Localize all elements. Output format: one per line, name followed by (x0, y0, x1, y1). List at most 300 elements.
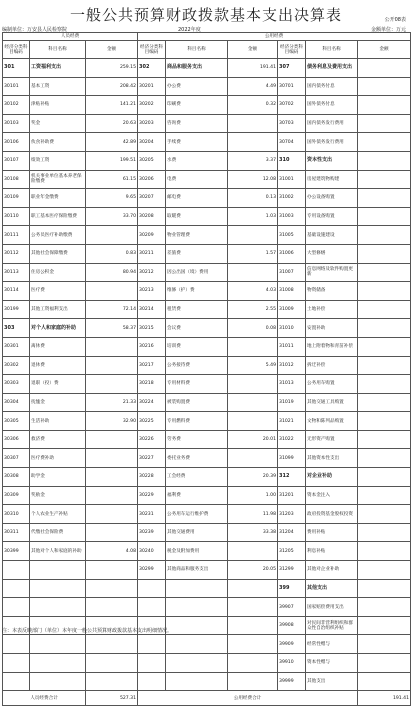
cell-amount (358, 542, 411, 561)
cell-amount (86, 282, 138, 301)
cell-name: 资本性支出 (306, 151, 358, 170)
cell-code: 30305 (3, 412, 30, 431)
cell-amount (86, 672, 138, 691)
cell-name: 工资福利支出 (30, 59, 86, 78)
form-code: 公开08表 (384, 17, 406, 23)
cell-amount (86, 635, 138, 654)
cell-amount: 4.03 (228, 282, 278, 301)
cell-name (30, 598, 86, 617)
cell-code: 31011 (278, 337, 306, 356)
cell-amount (358, 561, 411, 580)
cell-name: 电费 (166, 170, 228, 189)
cell-amount (228, 412, 278, 431)
cell-name (166, 654, 228, 673)
cell-code (138, 672, 166, 691)
cell-amount (358, 151, 411, 170)
cell-amount: 32.90 (86, 412, 138, 431)
cell-name: 退职（役）费 (30, 375, 86, 394)
cell-name (30, 635, 86, 654)
cell-code: 30231 (138, 505, 166, 524)
cell-amount (358, 59, 411, 78)
cell-code: 31002 (278, 189, 306, 208)
column-header-row (3, 41, 411, 59)
cell-name: 培训费 (166, 337, 228, 356)
cell-name: 劳务费 (166, 430, 228, 449)
cell-name: 公务用车运行维护费 (166, 505, 228, 524)
cell-code: 39908 (278, 616, 306, 635)
table-row (3, 430, 411, 449)
cell-code: 30203 (138, 114, 166, 133)
cell-code (138, 579, 166, 598)
cell-name: 机关事业单位基本养老保险缴费 (30, 170, 86, 189)
cell-code: 31019 (278, 393, 306, 412)
cell-amount (228, 542, 278, 561)
cell-name (30, 654, 86, 673)
cell-name: 公务员医疗补助缴费 (30, 226, 86, 245)
cell-code (138, 654, 166, 673)
table-row (3, 393, 411, 412)
cell-name: 其他对企业补助 (306, 561, 358, 580)
cell-name: 公务用车购置 (306, 375, 358, 394)
cell-name: 差旅费 (166, 244, 228, 263)
cell-amount (358, 300, 411, 319)
cell-code: 30399 (3, 542, 30, 561)
cell-name: 基础设施建设 (306, 226, 358, 245)
cell-name: 被装购置费 (166, 393, 228, 412)
cell-name (30, 561, 86, 580)
cell-code: 30215 (138, 319, 166, 338)
cell-amount: 1.57 (228, 244, 278, 263)
cell-code: 30113 (3, 263, 30, 282)
cell-amount: 11.98 (228, 505, 278, 524)
cell-amount: 58.37 (86, 319, 138, 338)
cell-code: 30301 (3, 337, 30, 356)
col-name: 科目名称 (30, 41, 86, 59)
public-total-value: 191.41 (358, 691, 411, 706)
cell-amount (358, 598, 411, 617)
cell-name: 对个人和家庭的补助 (30, 319, 86, 338)
cell-name: 拆迁补偿 (306, 356, 358, 375)
cell-name: 其他资本性支出 (306, 449, 358, 468)
cell-code (3, 654, 30, 673)
table-row (3, 96, 411, 115)
cell-code: 307 (278, 59, 306, 78)
cell-amount: 208.42 (86, 77, 138, 96)
cell-amount (86, 375, 138, 394)
cell-name: 救济费 (30, 430, 86, 449)
cell-code: 30302 (3, 356, 30, 375)
table-row (3, 672, 411, 691)
cell-code: 31008 (278, 282, 306, 301)
table-row (3, 337, 411, 356)
cell-name: 无形资产购置 (306, 430, 358, 449)
cell-name: 水费 (166, 151, 228, 170)
cell-name: 其他交通费用 (166, 523, 228, 542)
cell-amount (86, 561, 138, 580)
cell-code: 30106 (3, 133, 30, 152)
cell-name: 职工基本医疗保险缴费 (30, 207, 86, 226)
money-unit: 金额单位：万元 (370, 27, 406, 33)
cell-name: 专用燃料费 (166, 412, 228, 431)
cell-code: 30311 (3, 523, 30, 542)
cell-code: 30704 (278, 133, 306, 152)
table-row (3, 244, 411, 263)
col-code: 经济分类科目编码 (278, 41, 306, 59)
cell-amount: 0.32 (228, 96, 278, 115)
cell-amount (228, 449, 278, 468)
cell-amount (358, 523, 411, 542)
cell-name: 其他支出 (306, 672, 358, 691)
cell-name: 奖金 (30, 114, 86, 133)
cell-name: 土地补偿 (306, 300, 358, 319)
cell-name: 奖励金 (30, 486, 86, 505)
cell-code: 30204 (138, 133, 166, 152)
cell-code: 30307 (3, 449, 30, 468)
cell-amount (358, 207, 411, 226)
cell-name: 其他社会保障缴费 (30, 244, 86, 263)
cell-code: 302 (138, 59, 166, 78)
cell-code: 30199 (3, 300, 30, 319)
cell-code (3, 598, 30, 617)
cell-amount: 33.70 (86, 207, 138, 226)
cell-code: 310 (278, 151, 306, 170)
cell-name: 对民间非营利组织和群众性自治组织补贴 (306, 616, 358, 635)
cell-code: 31099 (278, 449, 306, 468)
cell-name: 其他工资福利支出 (30, 300, 86, 319)
cell-amount: 61.15 (86, 170, 138, 189)
table-row (3, 300, 411, 319)
cell-code: 30702 (278, 96, 306, 115)
cell-code: 30110 (3, 207, 30, 226)
cell-amount: 42.89 (86, 133, 138, 152)
cell-name: 抚恤金 (30, 393, 86, 412)
col-code: 经济分类科目编码 (138, 41, 166, 59)
cell-amount: 72.14 (86, 300, 138, 319)
cell-name: 商品和服务支出 (166, 59, 228, 78)
cell-amount (358, 635, 411, 654)
cell-name: 职业年金缴费 (30, 189, 86, 208)
cell-code: 399 (278, 579, 306, 598)
col-amount: 金额 (358, 41, 411, 59)
cell-amount (358, 430, 411, 449)
table-row (3, 505, 411, 524)
cell-code (3, 672, 30, 691)
cell-code: 31299 (278, 561, 306, 580)
col-code: 经济分类科目编码 (3, 41, 30, 59)
cell-name: 其他支出 (306, 579, 358, 598)
year-label: 2022年度 (178, 27, 201, 33)
cell-code: 30240 (138, 542, 166, 561)
cell-name: 对企业补助 (306, 468, 358, 487)
cell-name: 代缴社会保险费 (30, 523, 86, 542)
table-row (3, 468, 411, 487)
cell-code (3, 561, 30, 580)
table-row (3, 375, 411, 394)
cell-code: 31005 (278, 226, 306, 245)
cell-amount (86, 337, 138, 356)
cell-name: 利息补贴 (306, 542, 358, 561)
cell-name: 物业管理费 (166, 226, 228, 245)
table-row (3, 635, 411, 654)
cell-code: 39910 (278, 654, 306, 673)
cell-name: 安置补助 (306, 319, 358, 338)
cell-amount (358, 244, 411, 263)
personnel-total-label: 人员经费合计 (3, 691, 86, 706)
cell-code: 31010 (278, 319, 306, 338)
cell-name (30, 672, 86, 691)
cell-name: 国内债务付息 (306, 77, 358, 96)
cell-amount (228, 654, 278, 673)
cell-amount (358, 375, 411, 394)
cell-name (166, 672, 228, 691)
cell-code: 312 (278, 468, 306, 487)
cell-amount (86, 486, 138, 505)
cell-code (138, 598, 166, 617)
cell-name (166, 635, 228, 654)
cell-amount (358, 672, 411, 691)
cell-name: 离休费 (30, 337, 86, 356)
cell-name: 租赁费 (166, 300, 228, 319)
cell-name: 个人农业生产补贴 (30, 505, 86, 524)
cell-code: 30225 (138, 412, 166, 431)
cell-amount (358, 263, 411, 282)
cell-amount (358, 356, 411, 375)
cell-amount (86, 598, 138, 617)
cell-amount (358, 337, 411, 356)
cell-amount (86, 654, 138, 673)
cell-name: 办公费 (166, 77, 228, 96)
col-name: 科目名称 (166, 41, 228, 59)
cell-name: 房屋建筑物购建 (306, 170, 358, 189)
cell-amount (358, 449, 411, 468)
cell-code (3, 635, 30, 654)
cell-name: 资本金注入 (306, 486, 358, 505)
cell-name: 住房公积金 (30, 263, 86, 282)
cell-amount: 3.37 (228, 151, 278, 170)
cell-name: 债务利息及费用支出 (306, 59, 358, 78)
cell-amount (228, 616, 278, 635)
cell-name: 维修（护）费 (166, 282, 228, 301)
cell-amount (86, 449, 138, 468)
cell-name: 取暖费 (166, 207, 228, 226)
cell-name: 公务接待费 (166, 356, 228, 375)
cell-code: 30310 (3, 505, 30, 524)
cell-amount (358, 189, 411, 208)
cell-code: 303 (3, 319, 30, 338)
cell-name: 办公设备购置 (306, 189, 358, 208)
cell-amount (228, 598, 278, 617)
cell-amount: 4.49 (228, 77, 278, 96)
cell-name: 大型修缮 (306, 244, 358, 263)
cell-amount (86, 523, 138, 542)
personnel-header: 人员经费 (3, 33, 138, 41)
cell-name: 基本工资 (30, 77, 86, 96)
cell-code: 31003 (278, 207, 306, 226)
cell-name: 绩效工资 (30, 151, 86, 170)
cell-code (3, 579, 30, 598)
cell-code: 31203 (278, 505, 306, 524)
cell-name: 福利费 (166, 486, 228, 505)
cell-amount (358, 468, 411, 487)
cell-amount (358, 133, 411, 152)
cell-amount: 20.39 (228, 468, 278, 487)
table-row (3, 523, 411, 542)
page-title: 一般公共预算财政拨款基本支出决算表 (69, 6, 342, 24)
cell-code: 31204 (278, 523, 306, 542)
cell-amount (86, 226, 138, 245)
cell-amount: 199.51 (86, 151, 138, 170)
cell-code: 30304 (3, 393, 30, 412)
cell-code: 31009 (278, 300, 306, 319)
cell-amount: 1.03 (228, 207, 278, 226)
cell-code: 30218 (138, 375, 166, 394)
cell-code: 30201 (138, 77, 166, 96)
cell-name: 其他商品和服务支出 (166, 561, 228, 580)
cell-amount (358, 393, 411, 412)
cell-amount (86, 430, 138, 449)
cell-amount (358, 96, 411, 115)
cell-code: 30202 (138, 96, 166, 115)
cell-amount (358, 616, 411, 635)
cell-code: 30308 (3, 468, 30, 487)
cell-code: 39999 (278, 672, 306, 691)
table-row (3, 282, 411, 301)
cell-amount: 20.63 (86, 114, 138, 133)
cell-amount (358, 282, 411, 301)
cell-code: 31006 (278, 244, 306, 263)
cell-amount (358, 654, 411, 673)
cell-amount: 259.15 (86, 59, 138, 78)
cell-name: 手续费 (166, 133, 228, 152)
cell-amount (228, 579, 278, 598)
cell-name (166, 579, 228, 598)
cell-code: 30216 (138, 337, 166, 356)
cell-name: 资本性赠与 (306, 654, 358, 673)
expenditure-table (2, 32, 411, 706)
cell-amount (228, 337, 278, 356)
cell-name: 其他交通工具购置 (306, 393, 358, 412)
cell-code: 30205 (138, 151, 166, 170)
public-total-label: 公用经费合计 (138, 691, 358, 706)
cell-name: 工会经费 (166, 468, 228, 487)
table-row (3, 319, 411, 338)
cell-code: 30102 (3, 96, 30, 115)
cell-amount (86, 356, 138, 375)
cell-amount: 21.33 (86, 393, 138, 412)
cell-code: 30213 (138, 282, 166, 301)
cell-code: 30701 (278, 77, 306, 96)
cell-amount (86, 468, 138, 487)
cell-amount (358, 412, 411, 431)
cell-code: 30239 (138, 523, 166, 542)
table-row (3, 151, 411, 170)
footnote: 注：本表反映部门（单位）本年度一般公共预算财政拨款基本支出明细情况。 (2, 628, 173, 634)
cell-amount: 141.21 (86, 96, 138, 115)
col-amount: 金额 (86, 41, 138, 59)
cell-amount: 5.49 (228, 356, 278, 375)
cell-name: 税金及附加费用 (166, 542, 228, 561)
cell-code: 30114 (3, 282, 30, 301)
cell-name: 国外债务发行费用 (306, 133, 358, 152)
cell-amount (358, 319, 411, 338)
table-row (3, 561, 411, 580)
cell-code: 31201 (278, 486, 306, 505)
cell-code: 30107 (3, 151, 30, 170)
table-row (3, 486, 411, 505)
cell-amount (358, 170, 411, 189)
cell-code: 30209 (138, 226, 166, 245)
col-amount: 金额 (228, 41, 278, 59)
cell-name: 地上附着物和青苗补偿 (306, 337, 358, 356)
cell-code: 30212 (138, 263, 166, 282)
cell-name: 委托业务费 (166, 449, 228, 468)
cell-amount (86, 579, 138, 598)
table-row (3, 412, 411, 431)
cell-amount (228, 114, 278, 133)
table-row (3, 263, 411, 282)
cell-name: 医疗费补助 (30, 449, 86, 468)
cell-name: 文物和陈列品购置 (306, 412, 358, 431)
cell-name: 专用材料费 (166, 375, 228, 394)
cell-amount: 33.38 (228, 523, 278, 542)
cell-amount (358, 486, 411, 505)
cell-code: 30109 (3, 189, 30, 208)
cell-amount: 191.41 (228, 59, 278, 78)
cell-code: 31001 (278, 170, 306, 189)
cell-amount (228, 375, 278, 394)
cell-code: 30206 (138, 170, 166, 189)
table-row (3, 59, 411, 78)
cell-amount: 0.83 (86, 244, 138, 263)
cell-amount: 4.08 (86, 542, 138, 561)
table-row (3, 114, 411, 133)
cell-amount: 1.00 (228, 486, 278, 505)
table-row (3, 654, 411, 673)
cell-code: 31022 (278, 430, 306, 449)
cell-amount (86, 505, 138, 524)
cell-name: 国家赔偿费用支出 (306, 598, 358, 617)
cell-amount (228, 635, 278, 654)
table-row (3, 226, 411, 245)
cell-code: 30224 (138, 393, 166, 412)
cell-name: 经常性赠与 (306, 635, 358, 654)
cell-code: 39907 (278, 598, 306, 617)
cell-amount: 0.13 (228, 189, 278, 208)
table-row (3, 77, 411, 96)
table-row (3, 170, 411, 189)
cell-code: 30299 (138, 561, 166, 580)
unit-label: 编制单位：万安县人民检察院 (2, 27, 68, 33)
cell-name: 助学金 (30, 468, 86, 487)
cell-amount: 0.08 (228, 319, 278, 338)
cell-name: 其他对个人和家庭的补助 (30, 542, 86, 561)
table-row (3, 133, 411, 152)
cell-code: 30226 (138, 430, 166, 449)
cell-code: 31007 (278, 263, 306, 282)
cell-name: 生活补助 (30, 412, 86, 431)
public-header: 公用经费 (138, 33, 411, 41)
cell-code: 30112 (3, 244, 30, 263)
cell-name (166, 598, 228, 617)
cell-name: 邮电费 (166, 189, 228, 208)
cell-code: 30228 (138, 468, 166, 487)
cell-amount (358, 77, 411, 96)
cell-code: 30111 (3, 226, 30, 245)
cell-code: 30217 (138, 356, 166, 375)
cell-name: 咨询费 (166, 114, 228, 133)
cell-name (30, 579, 86, 598)
cell-name: 退休费 (30, 356, 86, 375)
